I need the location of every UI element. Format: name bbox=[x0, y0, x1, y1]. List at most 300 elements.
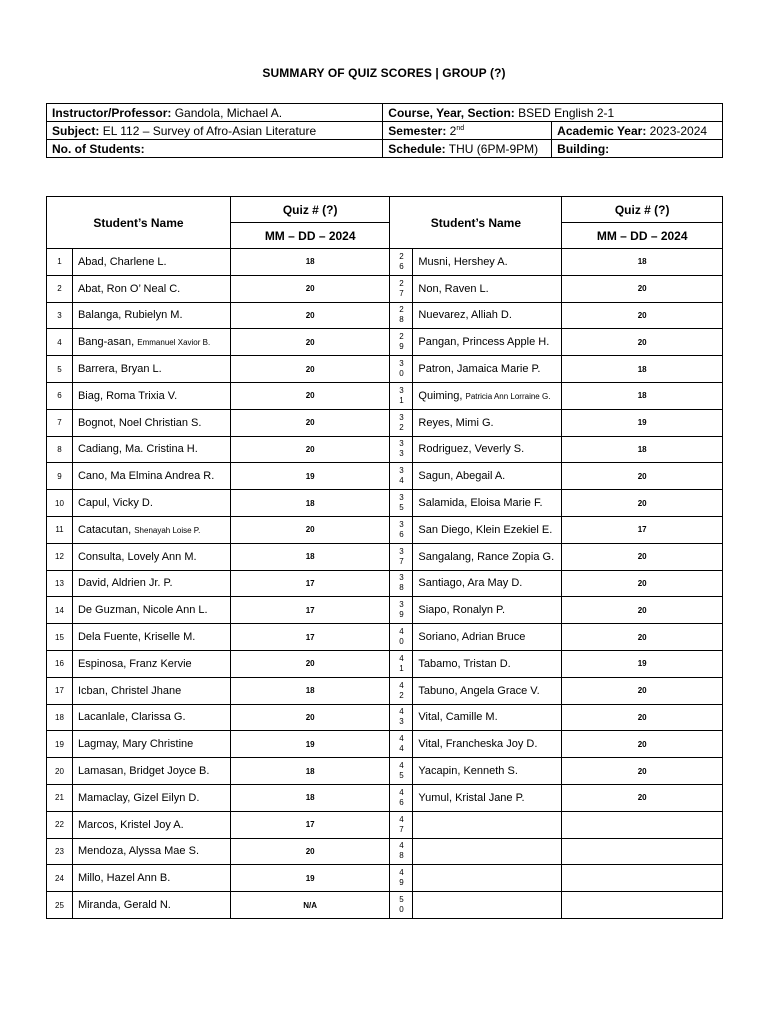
quiz-score-right: 18 bbox=[562, 356, 723, 383]
quiz-score-right bbox=[562, 892, 723, 919]
row-number-right bbox=[390, 758, 413, 785]
row-number-digit-bottom: 8 bbox=[399, 315, 404, 325]
table-row bbox=[47, 677, 723, 704]
row-number-digit-bottom: 9 bbox=[399, 342, 404, 352]
student-name-text: Santiago, Ara May D. bbox=[418, 577, 523, 590]
student-name-right bbox=[413, 463, 562, 490]
row-number-left: 1 bbox=[47, 249, 73, 276]
table-row bbox=[47, 275, 723, 302]
row-number-digit-top: 2 bbox=[399, 278, 404, 288]
row-number-digit-top: 2 bbox=[399, 251, 404, 261]
schedule-value: THU (6PM-9PM) bbox=[448, 141, 539, 156]
quiz-score-right: 20 bbox=[562, 329, 723, 356]
student-name-left bbox=[72, 624, 230, 651]
student-name-right bbox=[413, 249, 562, 276]
row-number-digit-bottom: 0 bbox=[399, 637, 404, 647]
row-number-digit-bottom: 7 bbox=[399, 556, 404, 566]
quiz-score-right bbox=[562, 838, 723, 865]
row-number-left: 13 bbox=[47, 570, 73, 597]
student-name-text: Icban, Christel Jhane bbox=[77, 684, 182, 697]
table-row bbox=[47, 543, 723, 570]
student-name-left bbox=[72, 490, 230, 517]
student-name-text: Salamida, Eloisa Marie F. bbox=[418, 497, 543, 510]
quiz-score-left: 20 bbox=[230, 275, 390, 302]
row-number-right bbox=[390, 329, 413, 356]
quiz-score-left: 20 bbox=[230, 516, 390, 543]
row-number-digit-bottom: 6 bbox=[399, 797, 404, 807]
student-name-left bbox=[72, 677, 230, 704]
date-header-left: MM – DD – 2024 bbox=[230, 223, 390, 249]
course-label: Course, Year, Section: bbox=[388, 105, 515, 120]
row-number-left: 23 bbox=[47, 838, 73, 865]
student-name-text: Bognot, Noel Christian S. bbox=[77, 416, 202, 429]
student-name-right bbox=[413, 543, 562, 570]
row-number-digit-top: 2 bbox=[399, 305, 404, 315]
student-name-text: Mendoza, Alyssa Mae S. bbox=[77, 845, 199, 858]
student-name-left bbox=[72, 516, 230, 543]
row-number-digit-bottom: 5 bbox=[399, 771, 404, 781]
quiz-score-right: 20 bbox=[562, 570, 723, 597]
student-name-left bbox=[72, 382, 230, 409]
student-name-text: Bang-asan, bbox=[77, 336, 135, 349]
student-name-text: Cadiang, Ma. Cristina H. bbox=[77, 443, 198, 456]
row-number-digit-bottom: 9 bbox=[399, 878, 404, 888]
row-number-digit-top: 3 bbox=[399, 600, 404, 610]
student-name-right bbox=[413, 275, 562, 302]
student-name-right bbox=[413, 758, 562, 785]
table-row bbox=[47, 865, 723, 892]
students-cell bbox=[47, 140, 383, 158]
quiz-score-left: 19 bbox=[230, 865, 390, 892]
table-row bbox=[47, 811, 723, 838]
student-name-text: Balanga, Rubielyn M. bbox=[77, 309, 183, 322]
row-number-digit-bottom: 2 bbox=[399, 422, 404, 432]
student-name-right bbox=[413, 436, 562, 463]
quiz-score-left: 20 bbox=[230, 409, 390, 436]
quiz-score-right: 20 bbox=[562, 758, 723, 785]
student-name-text: Tabamo, Tristan D. bbox=[418, 657, 511, 670]
quiz-score-left: 18 bbox=[230, 490, 390, 517]
quiz-score-left: 20 bbox=[230, 356, 390, 383]
page-title: SUMMARY OF QUIZ SCORES | GROUP (?) bbox=[262, 66, 506, 80]
student-name-right bbox=[413, 624, 562, 651]
student-name-right bbox=[413, 704, 562, 731]
row-number-left: 9 bbox=[47, 463, 73, 490]
quiz-score-right bbox=[562, 811, 723, 838]
row-number-right bbox=[390, 570, 413, 597]
student-name-text: Espinosa, Franz Kervie bbox=[77, 657, 192, 670]
student-name-text: Sagun, Abegail A. bbox=[418, 470, 506, 483]
student-name-left bbox=[72, 892, 230, 919]
student-name-left bbox=[72, 302, 230, 329]
row-number-left: 12 bbox=[47, 543, 73, 570]
student-name-small-text: Patricia Ann Lorraine G. bbox=[465, 391, 551, 401]
row-number-left: 15 bbox=[47, 624, 73, 651]
table-row bbox=[47, 624, 723, 651]
row-number-right bbox=[390, 490, 413, 517]
row-number-left: 16 bbox=[47, 650, 73, 677]
quiz-scores-table bbox=[46, 196, 723, 919]
quiz-score-left: 20 bbox=[230, 382, 390, 409]
quiz-score-right: 18 bbox=[562, 249, 723, 276]
row-number-digit-top: 3 bbox=[399, 412, 404, 422]
student-name-text: Abad, Charlene L. bbox=[77, 255, 167, 268]
quiz-score-right: 17 bbox=[562, 516, 723, 543]
table-row bbox=[47, 650, 723, 677]
quiz-score-left: 20 bbox=[230, 650, 390, 677]
student-name-right bbox=[413, 382, 562, 409]
row-number-digit-top: 4 bbox=[399, 841, 404, 851]
quiz-score-left: 18 bbox=[230, 543, 390, 570]
student-name-left bbox=[72, 784, 230, 811]
row-number-right bbox=[390, 838, 413, 865]
quiz-score-right: 20 bbox=[562, 543, 723, 570]
student-name-left bbox=[72, 436, 230, 463]
row-number-right bbox=[390, 731, 413, 758]
student-name-right bbox=[413, 597, 562, 624]
row-number-right bbox=[390, 677, 413, 704]
student-name-text: Sangalang, Rance Zopia G. bbox=[418, 550, 555, 563]
student-name-text: Vital, Camille M. bbox=[418, 711, 498, 724]
row-number-left: 19 bbox=[47, 731, 73, 758]
student-name-text: Tabuno, Angela Grace V. bbox=[418, 684, 540, 697]
quiz-score-right: 20 bbox=[562, 463, 723, 490]
row-number-right bbox=[390, 436, 413, 463]
student-name-text: Dela Fuente, Kriselle M. bbox=[77, 631, 196, 644]
academic-year-label: Academic Year: bbox=[557, 123, 647, 138]
quiz-score-right: 20 bbox=[562, 784, 723, 811]
student-name-left bbox=[72, 329, 230, 356]
student-name-text: Cano, Ma Elmina Andrea R. bbox=[77, 470, 215, 483]
row-number-right bbox=[390, 543, 413, 570]
student-name-right bbox=[413, 865, 562, 892]
table-row bbox=[47, 249, 723, 276]
student-name-text: Rodriguez, Veverly S. bbox=[418, 443, 525, 456]
row-number-left: 17 bbox=[47, 677, 73, 704]
table-row bbox=[47, 731, 723, 758]
student-name-header-left: Student’s Name bbox=[47, 197, 231, 249]
row-number-left: 4 bbox=[47, 329, 73, 356]
student-name-text: Pangan, Princess Apple H. bbox=[418, 336, 550, 349]
student-name-right bbox=[413, 731, 562, 758]
student-name-text: Patron, Jamaica Marie P. bbox=[418, 363, 541, 376]
quiz-score-right: 19 bbox=[562, 409, 723, 436]
row-number-left: 20 bbox=[47, 758, 73, 785]
quiz-score-left: 20 bbox=[230, 302, 390, 329]
student-name-left bbox=[72, 356, 230, 383]
student-name-text: Reyes, Mimi G. bbox=[418, 416, 494, 429]
academic-year-value: 2023-2024 bbox=[649, 123, 708, 138]
quiz-score-right: 18 bbox=[562, 382, 723, 409]
student-name-text: Soriano, Adrian Bruce bbox=[418, 631, 526, 644]
scores-body bbox=[47, 249, 723, 919]
row-number-digit-bottom: 3 bbox=[399, 717, 404, 727]
instructor-label: Instructor/Professor: bbox=[52, 105, 172, 120]
quiz-score-left: 18 bbox=[230, 677, 390, 704]
student-name-text: Quiming, bbox=[418, 389, 463, 402]
row-number-digit-top: 3 bbox=[399, 439, 404, 449]
table-row bbox=[47, 490, 723, 517]
schedule-cell bbox=[383, 140, 552, 158]
row-number-digit-bottom: 7 bbox=[399, 824, 404, 834]
student-name-left bbox=[72, 275, 230, 302]
quiz-score-right: 19 bbox=[562, 650, 723, 677]
subject-cell bbox=[47, 122, 383, 140]
student-name-left bbox=[72, 570, 230, 597]
row-number-digit-bottom: 4 bbox=[399, 476, 404, 486]
row-number-right bbox=[390, 516, 413, 543]
quiz-score-left: 19 bbox=[230, 731, 390, 758]
table-row bbox=[47, 516, 723, 543]
row-number-right bbox=[390, 892, 413, 919]
student-name-text: Siapo, Ronalyn P. bbox=[418, 604, 506, 617]
quiz-score-right: 20 bbox=[562, 597, 723, 624]
quiz-score-left: 19 bbox=[230, 463, 390, 490]
row-number-left: 7 bbox=[47, 409, 73, 436]
quiz-score-left: 17 bbox=[230, 811, 390, 838]
quiz-score-left: 20 bbox=[230, 838, 390, 865]
row-number-digit-top: 4 bbox=[399, 868, 404, 878]
quiz-score-left: 18 bbox=[230, 249, 390, 276]
row-number-digit-top: 4 bbox=[399, 787, 404, 797]
row-number-digit-bottom: 7 bbox=[399, 288, 404, 298]
student-name-text: Lacanlale, Clarissa G. bbox=[77, 711, 186, 724]
row-number-digit-top: 4 bbox=[399, 814, 404, 824]
row-number-left: 25 bbox=[47, 892, 73, 919]
student-name-left bbox=[72, 650, 230, 677]
instructor-value: Gandola, Michael A. bbox=[174, 105, 283, 120]
student-name-text: Marcos, Kristel Joy A. bbox=[77, 818, 184, 831]
row-number-left: 8 bbox=[47, 436, 73, 463]
quiz-score-left: 17 bbox=[230, 597, 390, 624]
row-number-digit-top: 3 bbox=[399, 359, 404, 369]
row-number-left: 5 bbox=[47, 356, 73, 383]
student-name-left bbox=[72, 597, 230, 624]
quiz-score-left: 20 bbox=[230, 329, 390, 356]
row-number-left: 3 bbox=[47, 302, 73, 329]
table-row bbox=[47, 382, 723, 409]
student-name-right bbox=[413, 356, 562, 383]
student-name-text: Miranda, Gerald N. bbox=[77, 899, 171, 912]
student-name-left bbox=[72, 758, 230, 785]
row-number-right bbox=[390, 650, 413, 677]
student-name-text: San Diego, Klein Ezekiel E. bbox=[418, 523, 553, 536]
row-number-digit-bottom: 8 bbox=[399, 583, 404, 593]
row-number-digit-top: 5 bbox=[399, 895, 404, 905]
row-number-right bbox=[390, 704, 413, 731]
row-number-left: 24 bbox=[47, 865, 73, 892]
quiz-score-left: 18 bbox=[230, 784, 390, 811]
students-label: No. of Students: bbox=[52, 141, 145, 156]
quiz-header-right: Quiz # (?) bbox=[562, 197, 723, 223]
semester-value: 2 bbox=[449, 123, 457, 138]
student-name-left bbox=[72, 865, 230, 892]
row-number-digit-top: 4 bbox=[399, 680, 404, 690]
semester-label: Semester: bbox=[388, 123, 447, 138]
row-number-right bbox=[390, 784, 413, 811]
row-number-digit-bottom: 5 bbox=[399, 503, 404, 513]
quiz-score-right: 20 bbox=[562, 677, 723, 704]
row-number-left: 21 bbox=[47, 784, 73, 811]
student-name-text: Nuevarez, Alliah D. bbox=[418, 309, 512, 322]
table-row bbox=[47, 463, 723, 490]
row-number-digit-bottom: 6 bbox=[399, 529, 404, 539]
table-row bbox=[47, 329, 723, 356]
row-number-digit-top: 4 bbox=[399, 734, 404, 744]
row-number-right bbox=[390, 597, 413, 624]
row-number-digit-bottom: 6 bbox=[399, 261, 404, 271]
row-number-right bbox=[390, 275, 413, 302]
student-name-right bbox=[413, 650, 562, 677]
row-number-right bbox=[390, 811, 413, 838]
student-name-right bbox=[413, 892, 562, 919]
row-number-right bbox=[390, 409, 413, 436]
row-number-digit-top: 4 bbox=[399, 761, 404, 771]
course-cell bbox=[383, 104, 723, 122]
quiz-score-left: 18 bbox=[230, 758, 390, 785]
row-number-digit-top: 4 bbox=[399, 653, 404, 663]
building-cell bbox=[552, 140, 723, 158]
row-number-digit-top: 3 bbox=[399, 546, 404, 556]
student-name-right bbox=[413, 677, 562, 704]
student-name-text: Consulta, Lovely Ann M. bbox=[77, 550, 197, 563]
student-name-text: Musni, Hershey A. bbox=[418, 255, 508, 268]
quiz-score-right: 18 bbox=[562, 436, 723, 463]
course-value: BSED English 2-1 bbox=[518, 105, 615, 120]
student-name-right bbox=[413, 570, 562, 597]
row-number-digit-top: 3 bbox=[399, 385, 404, 395]
student-name-right bbox=[413, 811, 562, 838]
student-name-left bbox=[72, 249, 230, 276]
student-name-text: David, Aldrien Jr. P. bbox=[77, 577, 173, 590]
student-name-text: Lamasan, Bridget Joyce B. bbox=[77, 765, 210, 778]
student-name-left bbox=[72, 838, 230, 865]
student-name-text: Capul, Vicky D. bbox=[77, 497, 153, 510]
student-name-right bbox=[413, 838, 562, 865]
row-number-left: 18 bbox=[47, 704, 73, 731]
student-name-text: Non, Raven L. bbox=[418, 282, 489, 295]
quiz-score-left: N/A bbox=[230, 892, 390, 919]
student-name-right bbox=[413, 329, 562, 356]
student-name-header-right: Student’s Name bbox=[390, 197, 562, 249]
row-number-left: 14 bbox=[47, 597, 73, 624]
row-number-digit-top: 4 bbox=[399, 707, 404, 717]
table-row bbox=[47, 570, 723, 597]
row-number-digit-bottom: 0 bbox=[399, 905, 404, 915]
row-number-digit-bottom: 3 bbox=[399, 449, 404, 459]
quiz-score-right bbox=[562, 865, 723, 892]
row-number-digit-top: 4 bbox=[399, 627, 404, 637]
quiz-header-left: Quiz # (?) bbox=[230, 197, 390, 223]
table-row bbox=[47, 409, 723, 436]
academic-year-cell bbox=[552, 122, 723, 140]
row-number-digit-top: 3 bbox=[399, 493, 404, 503]
row-number-digit-bottom: 8 bbox=[399, 851, 404, 861]
row-number-digit-bottom: 9 bbox=[399, 610, 404, 620]
student-name-left bbox=[72, 543, 230, 570]
quiz-score-left: 20 bbox=[230, 436, 390, 463]
student-name-text: De Guzman, Nicole Ann L. bbox=[77, 604, 208, 617]
instructor-cell bbox=[47, 104, 383, 122]
student-name-left bbox=[72, 704, 230, 731]
student-name-left bbox=[72, 463, 230, 490]
student-name-small-text: Shenayah Loise P. bbox=[134, 525, 201, 535]
semester-cell bbox=[383, 122, 552, 140]
row-number-digit-top: 3 bbox=[399, 573, 404, 583]
table-row bbox=[47, 302, 723, 329]
row-number-digit-bottom: 1 bbox=[399, 395, 404, 405]
quiz-score-left: 17 bbox=[230, 570, 390, 597]
student-name-left bbox=[72, 811, 230, 838]
row-number-right bbox=[390, 624, 413, 651]
row-number-right bbox=[390, 302, 413, 329]
quiz-score-right: 20 bbox=[562, 275, 723, 302]
row-number-left: 22 bbox=[47, 811, 73, 838]
student-name-small-text: Emmanuel Xavior B. bbox=[137, 338, 211, 348]
student-name-left bbox=[72, 409, 230, 436]
student-name-text: Barrera, Bryan L. bbox=[77, 363, 162, 376]
student-name-text: Lagmay, Mary Christine bbox=[77, 738, 194, 751]
student-name-right bbox=[413, 784, 562, 811]
course-info-table bbox=[46, 103, 723, 158]
row-number-digit-bottom: 0 bbox=[399, 369, 404, 379]
student-name-text: Yumul, Kristal Jane P. bbox=[418, 791, 525, 804]
student-name-right bbox=[413, 516, 562, 543]
table-row bbox=[47, 784, 723, 811]
table-row bbox=[47, 838, 723, 865]
student-name-right bbox=[413, 409, 562, 436]
student-name-text: Vital, Francheska Joy D. bbox=[418, 738, 538, 751]
row-number-left: 6 bbox=[47, 382, 73, 409]
student-name-text: Millo, Hazel Ann B. bbox=[77, 872, 171, 885]
row-number-digit-top: 3 bbox=[399, 466, 404, 476]
row-number-left: 10 bbox=[47, 490, 73, 517]
row-number-left: 2 bbox=[47, 275, 73, 302]
quiz-score-right: 20 bbox=[562, 490, 723, 517]
row-number-digit-bottom: 2 bbox=[399, 690, 404, 700]
quiz-score-right: 20 bbox=[562, 704, 723, 731]
quiz-score-right: 20 bbox=[562, 302, 723, 329]
row-number-right bbox=[390, 356, 413, 383]
table-row bbox=[47, 597, 723, 624]
row-number-digit-top: 2 bbox=[399, 332, 404, 342]
student-name-text: Biag, Roma Trixia V. bbox=[77, 389, 178, 402]
student-name-left bbox=[72, 731, 230, 758]
student-name-text: Mamaclay, Gizel Eilyn D. bbox=[77, 791, 200, 804]
subject-value: EL 112 – Survey of Afro-Asian Literature bbox=[102, 123, 317, 138]
building-label: Building: bbox=[557, 141, 610, 156]
student-name-text: Catacutan, bbox=[77, 523, 132, 536]
student-name-text: Abat, Ron O’ Neal C. bbox=[77, 282, 181, 295]
row-number-right bbox=[390, 865, 413, 892]
subject-label: Subject: bbox=[52, 123, 100, 138]
row-number-right bbox=[390, 382, 413, 409]
quiz-score-right: 20 bbox=[562, 624, 723, 651]
table-row bbox=[47, 704, 723, 731]
semester-suffix: nd bbox=[456, 124, 465, 132]
table-row bbox=[47, 436, 723, 463]
date-header-right: MM – DD – 2024 bbox=[562, 223, 723, 249]
table-row bbox=[47, 758, 723, 785]
table-row bbox=[47, 356, 723, 383]
schedule-label: Schedule: bbox=[388, 141, 446, 156]
table-row bbox=[47, 892, 723, 919]
student-name-right bbox=[413, 490, 562, 517]
row-number-digit-bottom: 1 bbox=[399, 663, 404, 673]
student-name-right bbox=[413, 302, 562, 329]
row-number-right bbox=[390, 249, 413, 276]
quiz-score-left: 20 bbox=[230, 704, 390, 731]
